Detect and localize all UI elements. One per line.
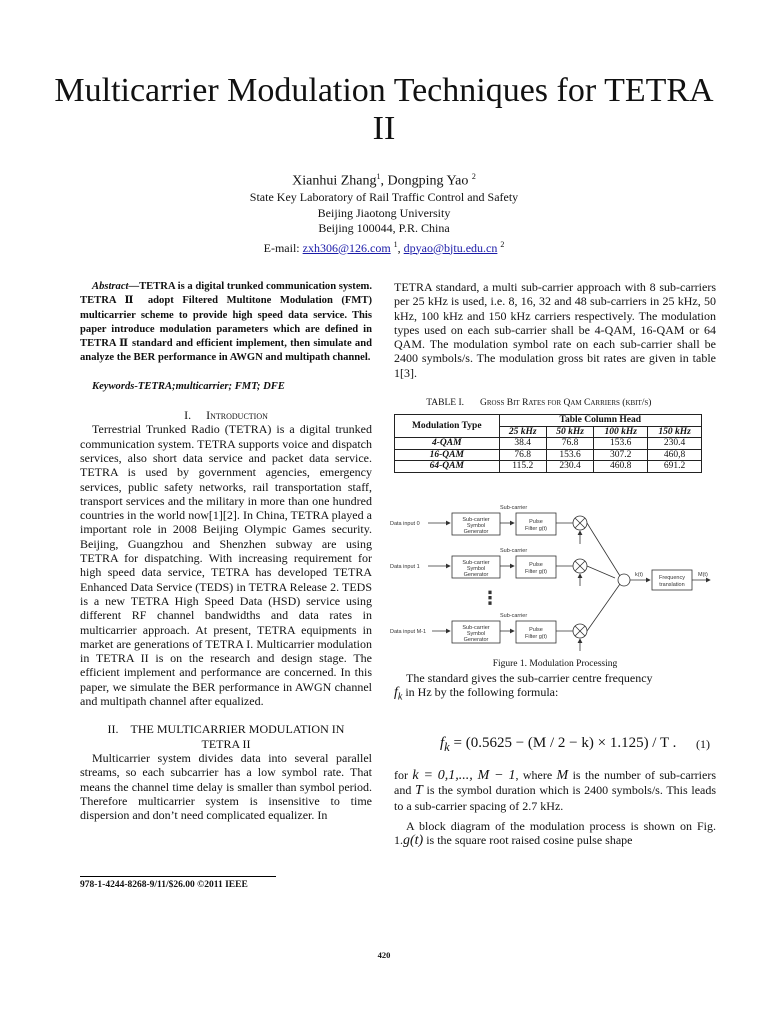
kt-label: k(t) (635, 572, 643, 578)
data-input-1-label: Data input 1 (390, 564, 420, 570)
author-1: Xianhui Zhang (292, 173, 377, 189)
formula-1: $f_k = (0.5625 - (M / 2 - k) \times 1.125) / T$ . (440, 735, 677, 754)
authors: Xianhui Zhang$^1$, Dongping Yao $^2$ (292, 172, 476, 189)
gross-bit-rate-table (394, 414, 702, 473)
gen-label: Symbol (466, 566, 486, 572)
section-1-body: Terrestrial Trunked Radio (TETRA) is a digital trunked communication system. TETRA supports voice and dispatch services, also short data service and packet data service. TETRA is used by government agencies, emergency services, public safety networks, rail transportation staff, transport services and the military in more than one hundred countries in the world now[1][2]. In China, TETRA played a important role in 2008 Beijing Olympic Games security. Beijing, Guangzhou and Shenzhen subway are using TETRA for dispatching. With increasing requirement for high speed data service, TETRA has developed TETRA Enhanced Data Service (TEDS) in TETRA Release 2. TEDS is a new TETRA High Speed Data (HSD) service using different RF channel bandwidths and data rates in multicarrier approach. At present, TETRA equipments in market are generations of TETRA I. Multicarrier modulation in TETRA II is on the research and design stage. The efficient implement and performance are concerned. In this paper, we simulate the BER performance in AWGN channel and multipath channel after equalized. (80, 422, 372, 709)
figure-caption: Figure 1. Modulation Processing (492, 659, 618, 669)
right-column-formula-intro (394, 671, 716, 705)
table-row: 4-QAM 38.4 76.8 153.6 230.4 (395, 438, 702, 450)
freq-label: Frequency (659, 575, 685, 581)
email-link-2[interactable]: dpyao@bjtu.edu.cn (403, 240, 498, 255)
page-number: 420 (377, 950, 391, 960)
filter-label: Filter g(t) (525, 569, 547, 575)
filter-label: Pulse (529, 627, 543, 633)
modulation-block-diagram (388, 496, 718, 656)
table-corner-header: Modulation Type (395, 415, 500, 438)
table-column-header: 50 kHz (546, 426, 593, 438)
subcarrier-label: Sub-carrier (500, 548, 528, 554)
author-2: Dongping Yao (387, 173, 469, 189)
keywords: Keywords-TETRA;multicarrier; FMT; DFE (92, 380, 285, 392)
right-paragraph-4: A block diagram of the modulation process is shown on Fig. 1.g(t) is the square root raised cosine pulse shape (394, 818, 716, 849)
table-column-header: 150 kHz (648, 426, 702, 438)
left-column (80, 280, 372, 822)
table-group-header: Table Column Head (499, 415, 701, 427)
filter-label: Pulse (529, 519, 543, 525)
mt-label: M(t) (698, 572, 708, 578)
gen-label: Generator (463, 637, 489, 643)
gen-label: Sub-carrier (462, 625, 490, 631)
copyright-footnote: 978-1-4244-8268-9/11/$26.00 ©2011 IEEE (80, 880, 248, 890)
table-row: 16-QAM 76.8 153.6 307.2 460,8 (395, 449, 702, 461)
right-paragraph-1: TETRA standard, a multi sub-carrier approach with 8 sub-carriers per 25 kHz is used, i.e. 8, 16, 32 and 48 sub-carriers in 25 kHz, 50 kHz, 100 kHz and 150 kHz carriers respectively. The modulation types used on each sub-carrier shall be 4-QAM, 16-QAM or 64 QAM. The modulation symbol rate on each sub-carrier shall be 2400 symbols/s. The modulation gross bit rates are given in table 1[3]. (394, 280, 716, 380)
gen-label: Sub-carrier (462, 560, 490, 566)
data-input-0-label: Data input 0 (390, 521, 420, 527)
table-column-header: 25 kHz (499, 426, 546, 438)
right-paragraph-2: The standard gives the sub-carrier centre frequency $f_k$ in Hz by the following formula: (394, 671, 653, 703)
email-line: E-mail: zxh306@126.com $^1$, dpyao@bjtu.edu.cn $^2$ (263, 239, 505, 255)
paper-title: Multicarrier Modulation Techniques for TETRA II (54, 72, 714, 147)
right-column-bottom (394, 768, 716, 848)
email-link-1[interactable]: zxh306@126.com (302, 240, 391, 255)
affiliation: State Key Laboratory of Rail Traffic Control and Safety Beijing Jiaotong University Beijing 100044, P.R. China E-mail: zxh306@126.com $^1$, dpyao@bjtu.edu.cn $^2$ (0, 190, 768, 256)
subcarrier-label: Sub-carrier (500, 505, 528, 511)
table-row: 64-QAM 115.2 230.4 460.8 691.2 (395, 461, 702, 473)
gen-label: Symbol (466, 523, 486, 529)
section-1-heading: I. Introduction (184, 408, 268, 423)
right-column-intro (394, 280, 716, 380)
freq-label: translation (659, 582, 685, 588)
section-2-heading: II. THE MULTICARRIER MODULATION IN TETRA II (107, 722, 345, 751)
gen-label: Symbol (466, 631, 486, 637)
right-paragraph-3: for k = 0,1,..., M − 1, where M is the number of sub-carriers and T is the symbol duration which is 2400 symbols/s. This leads to a sub-carrier spacing of 2.7 kHz. (394, 768, 717, 813)
footnote-divider (80, 876, 276, 877)
abstract: Abstract—TETRA is a digital trunked communication system. TETRA Ⅱ adopt Filtered Multitone Modulation (FMT) multicarrier scheme to provide high speed data service. This paper introduce modulation parameters which are defined in TETRA Ⅱ standard and efficient implement, then simulate and analyze the BER performance in AWGN and multipath channel. (80, 281, 372, 364)
gen-label: Generator (463, 572, 489, 578)
subcarrier-label: Sub-carrier (500, 613, 528, 619)
ellipsis-dots: ⋮ (481, 588, 499, 608)
equation-number: (1) (696, 737, 710, 751)
filter-label: Filter g(t) (525, 526, 547, 532)
gen-label: Sub-carrier (462, 517, 490, 523)
table-column-header: 100 kHz (594, 426, 648, 438)
filter-label: Filter g(t) (525, 634, 547, 640)
data-input-m-label: Data input M-1 (390, 629, 427, 635)
table-caption: TABLE I. Gross Bit Rates for Qam Carriers (kbit/s) (426, 398, 652, 408)
gen-label: Generator (463, 529, 489, 535)
section-2-body: Multicarrier system divides data into several parallel streams, so each subcarrier has a low symbol rate. That means the channel time delay is smaller than symbol period. Therefore multicarrier system is insensitive to time dispersion and don’t need complicated equalizer. In (80, 750, 372, 823)
filter-label: Pulse (529, 562, 543, 568)
